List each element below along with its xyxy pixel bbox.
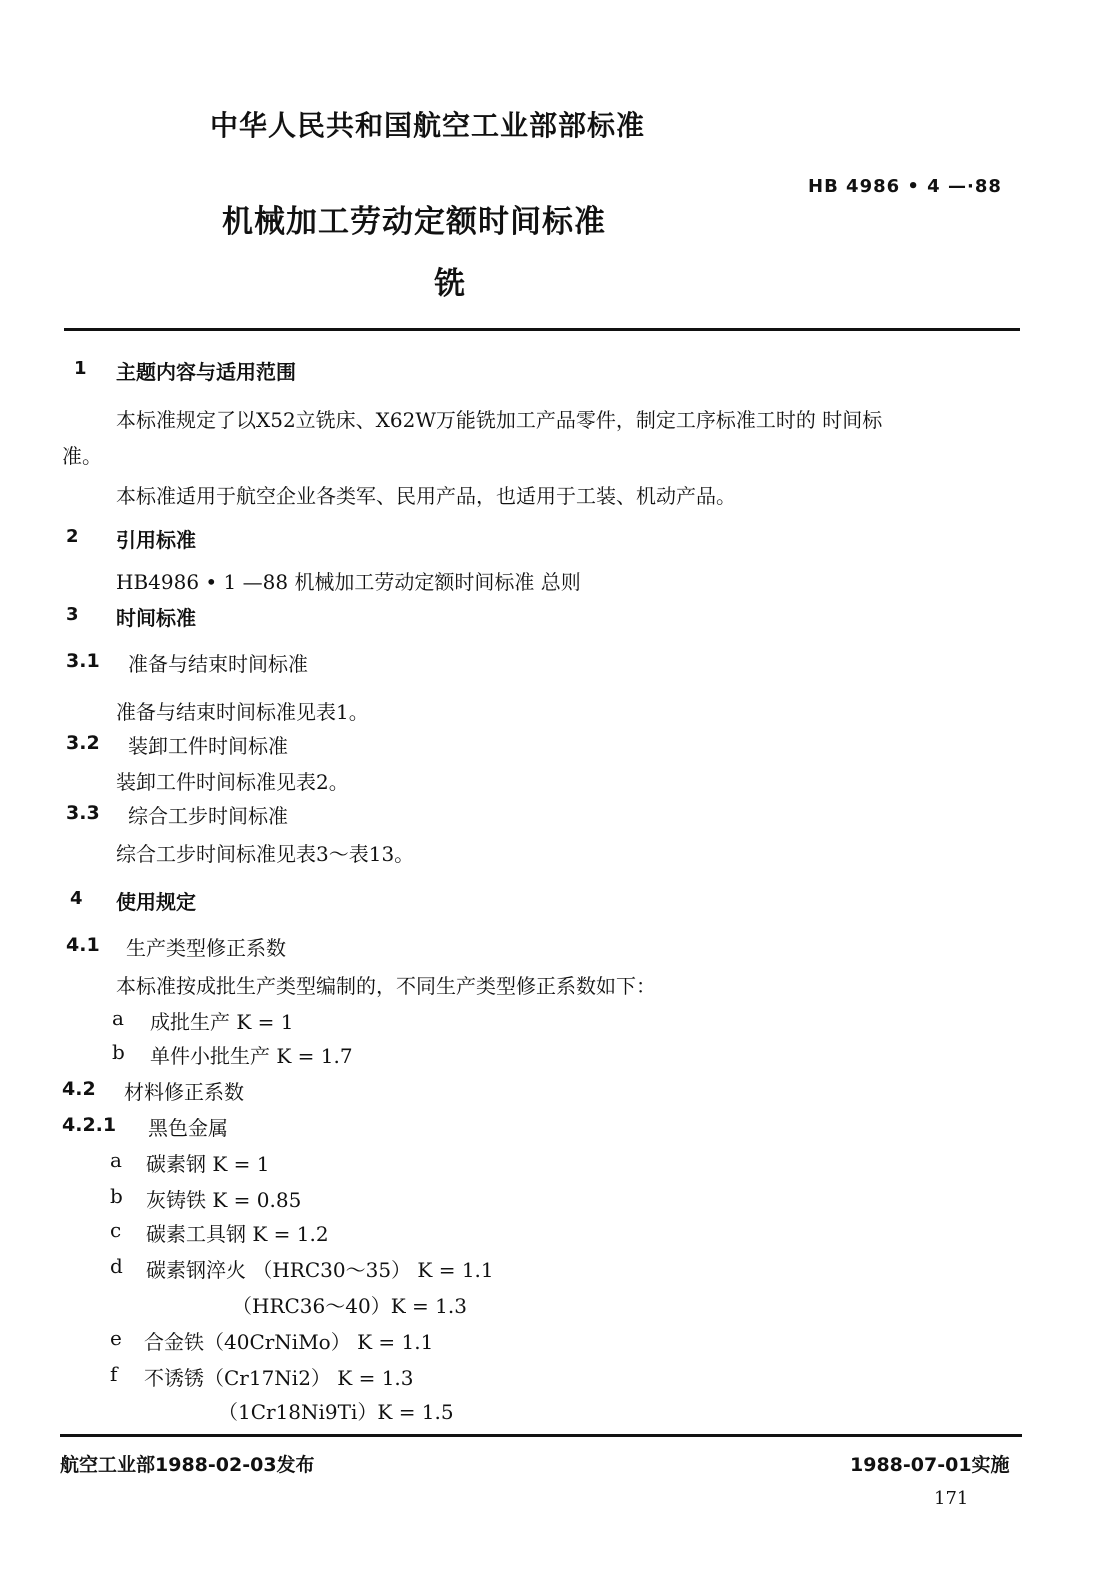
list-marker: a <box>110 1148 122 1172</box>
list-item: 合金铁（40CrNiMo） K = 1.1 <box>144 1330 434 1354</box>
list-item-continuation: （HRC36～40）K = 1.3 <box>232 1294 467 1318</box>
footer-rule <box>60 1434 1022 1437</box>
section-4-2-heading: 材料修正系数 <box>124 1080 244 1104</box>
section-3-2-heading: 装卸工件时间标准 <box>128 734 288 758</box>
header-rule <box>64 328 1020 331</box>
section-4-number: 4 <box>70 888 83 909</box>
list-item-continuation: （1Cr18Ni9Ti）K = 1.5 <box>218 1400 454 1424</box>
list-marker: f <box>110 1362 118 1386</box>
section-4-2-1-heading: 黑色金属 <box>148 1116 228 1140</box>
standard-code: HB 4986 • 4 —·88 <box>808 176 1002 197</box>
list-item: 碳素钢淬火 （HRC30～35） K = 1.1 <box>146 1258 494 1282</box>
section-4-1-text: 本标准按成批生产类型编制的，不同生产类型修正系数如下： <box>116 974 656 998</box>
list-marker: d <box>110 1254 123 1278</box>
section-2-number: 2 <box>66 526 79 547</box>
section-3-heading: 时间标准 <box>116 606 196 630</box>
section-3-3-text: 综合工步时间标准见表3～表13。 <box>116 842 415 866</box>
list-item: 成批生产 K = 1 <box>150 1010 294 1034</box>
section-4-1-number: 4.1 <box>66 934 100 956</box>
list-item: 单件小批生产 K = 1.7 <box>150 1044 353 1068</box>
list-item: 碳素钢 K = 1 <box>146 1152 270 1176</box>
section-4-2-1-number: 4.2.1 <box>62 1114 117 1136</box>
section-3-1-text: 准备与结束时间标准见表1。 <box>116 700 369 724</box>
section-1-number: 1 <box>74 358 87 379</box>
section-3-3-number: 3.3 <box>66 802 100 824</box>
list-item: 灰铸铁 K = 0.85 <box>146 1188 302 1212</box>
list-marker: a <box>112 1006 124 1030</box>
list-marker: c <box>110 1218 122 1242</box>
reference-standard: HB4986 • 1 —88 机械加工劳动定额时间标准 总则 <box>116 570 581 594</box>
section-3-number: 3 <box>66 604 79 625</box>
section-3-1-heading: 准备与结束时间标准 <box>128 652 308 676</box>
section-3-1-number: 3.1 <box>66 650 100 672</box>
issuing-authority-title: 中华人民共和国航空工业部部标准 <box>210 109 646 142</box>
list-marker: e <box>110 1326 122 1350</box>
section-2-heading: 引用标准 <box>116 528 196 552</box>
section-4-2-number: 4.2 <box>62 1078 96 1100</box>
issue-date: 航空工业部1988-02-03发布 <box>60 1454 315 1476</box>
section-3-2-text: 装卸工件时间标准见表2。 <box>116 770 349 794</box>
document-subtitle: 铣 <box>434 266 466 302</box>
effective-date: 1988-07-01实施 <box>850 1454 1010 1476</box>
section-1-heading: 主题内容与适用范围 <box>116 360 296 384</box>
section-4-1-heading: 生产类型修正系数 <box>126 936 286 960</box>
section-1-paragraph-2: 本标准适用于航空企业各类军、民用产品，也适用于工装、机动产品。 <box>116 484 736 508</box>
list-marker: b <box>112 1040 125 1064</box>
document-title: 机械加工劳动定额时间标准 <box>222 204 606 240</box>
section-3-2-number: 3.2 <box>66 732 100 754</box>
section-1-paragraph-1: 本标准规定了以X52立铣床、X62W万能铣加工产品零件，制定工序标准工时的 时间标 <box>116 408 883 432</box>
section-1-paragraph-1-cont: 准。 <box>62 444 102 468</box>
section-4-heading: 使用规定 <box>116 890 196 914</box>
page-number: 171 <box>934 1488 969 1509</box>
section-3-3-heading: 综合工步时间标准 <box>128 804 288 828</box>
list-item: 碳素工具钢 K = 1.2 <box>146 1222 329 1246</box>
list-marker: b <box>110 1184 123 1208</box>
list-item: 不诱锈（Cr17Ni2） K = 1.3 <box>144 1366 414 1390</box>
